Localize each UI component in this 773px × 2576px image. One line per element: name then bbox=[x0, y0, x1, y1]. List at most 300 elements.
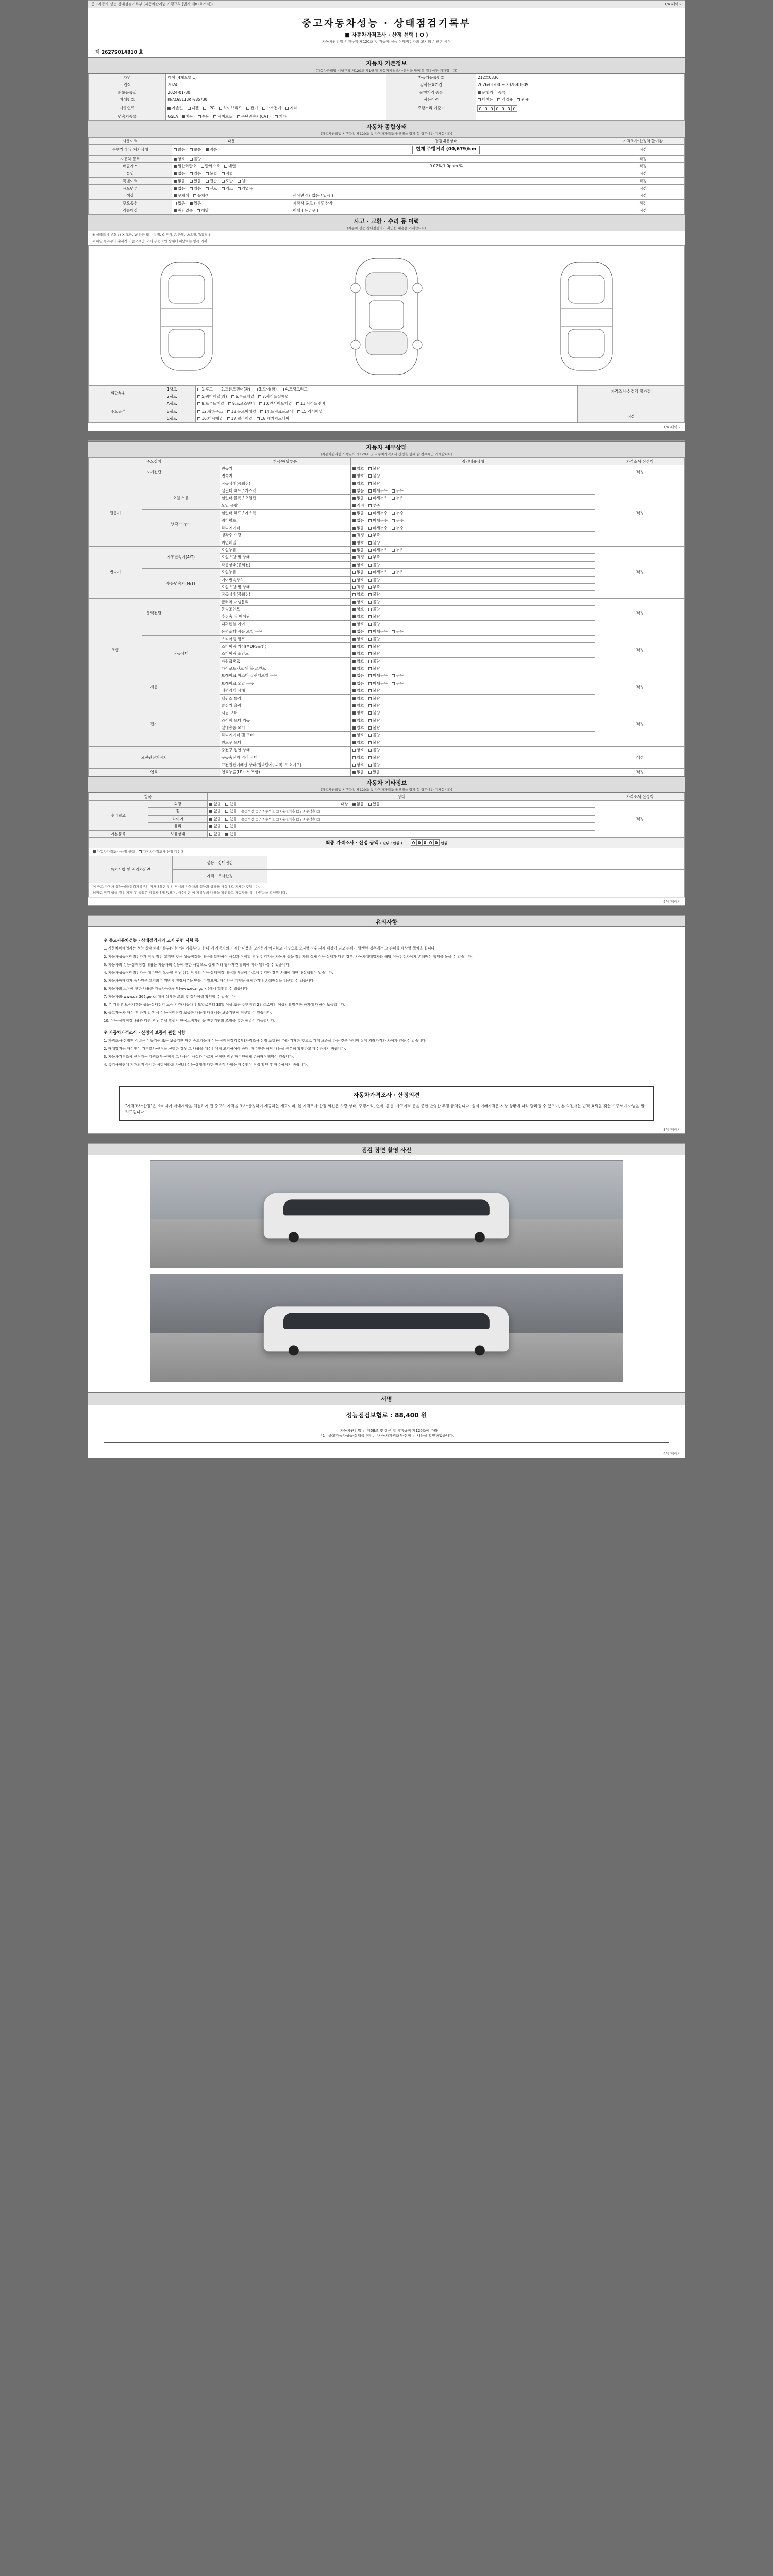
table-row bbox=[89, 81, 685, 89]
part-inside-panel[interactable]: 10.인사이드패널 bbox=[259, 401, 292, 406]
opt-good[interactable]: 양호 bbox=[174, 157, 186, 161]
page-3-footer: 3/4 페이지 bbox=[88, 1126, 685, 1133]
opt-bad[interactable]: 불량 bbox=[368, 644, 380, 649]
notice-item-2: 3. 자동차가격조사·산정자는 가격조사·산정시 그 내용이 사실과 다르게 산정한 경우 매수인에게 손해배상책임이 있습니다. bbox=[104, 1055, 294, 1059]
status-blower-motor bbox=[351, 724, 595, 732]
opt-minor[interactable]: 미세누유 bbox=[368, 548, 388, 552]
table-row bbox=[89, 547, 685, 554]
opt-minor[interactable]: 미세누유 bbox=[368, 629, 388, 634]
opt-bad[interactable]: 불량 bbox=[368, 473, 380, 478]
part-cross-member[interactable]: 9.크로스멤버 bbox=[228, 401, 255, 406]
signature-band: 서명 bbox=[88, 1392, 685, 1405]
opt-minor[interactable]: 미세누유 bbox=[368, 681, 388, 686]
opt-good[interactable]: 양호 bbox=[352, 473, 364, 478]
part-roof-panel[interactable]: 6.루프패널 bbox=[231, 394, 254, 399]
item-transmission: 변속기 bbox=[220, 472, 351, 480]
part-pillar-panel[interactable]: 17.필러패널 bbox=[227, 416, 253, 421]
footer-legal-note bbox=[104, 1425, 669, 1443]
opt-none[interactable]: 없음 bbox=[352, 548, 364, 552]
part-package-tray[interactable]: 18.패키지트레이 bbox=[257, 416, 289, 421]
digit: 0 bbox=[416, 839, 423, 846]
opt-co[interactable]: 일산화탄소 bbox=[174, 164, 196, 168]
opt-good[interactable]: 양호 bbox=[352, 748, 364, 752]
opt-bad[interactable]: 불량 bbox=[368, 614, 380, 619]
sub-steering-blank bbox=[142, 628, 220, 635]
opt-minor[interactable]: 미세누수 bbox=[368, 526, 388, 530]
remark-row-0-label: 성능 · 상태점검 bbox=[172, 856, 267, 870]
digit: 0 bbox=[422, 839, 428, 846]
row-opts-color bbox=[172, 192, 291, 199]
opt-good[interactable]: 양호 bbox=[352, 740, 364, 745]
opt-usage-business[interactable]: 영업용 bbox=[497, 97, 513, 102]
opt-ok[interactable]: 적정 bbox=[352, 503, 364, 508]
opt-leak[interactable]: 누수 bbox=[392, 518, 404, 523]
opt-leak[interactable]: 누유 bbox=[392, 681, 404, 686]
opt-bad[interactable]: 불량 bbox=[368, 740, 380, 745]
photo-front bbox=[150, 1160, 623, 1268]
group-repair-needed: 수리필요 bbox=[89, 801, 148, 831]
opt-yes[interactable]: 있음 bbox=[225, 824, 237, 828]
row-opts-reg bbox=[172, 155, 291, 162]
item-idle: 작동상태(공회전) bbox=[220, 480, 351, 487]
opt-leak[interactable]: 누유 bbox=[392, 488, 404, 493]
section-accident-note: (자동차 성능·상태점검자가 확인한 내용을 기재합니다) bbox=[347, 226, 426, 230]
opt-good[interactable]: 양호 bbox=[352, 563, 364, 567]
opt-lease[interactable]: 리스 bbox=[222, 186, 233, 191]
opt-fuel-gasoline[interactable]: 가솔린 bbox=[167, 106, 183, 110]
remark-row-0-value[interactable] bbox=[267, 856, 684, 870]
status-wiper-motor bbox=[351, 717, 595, 724]
opt-price-selected[interactable]: 자동차가격조사·산정 선택 bbox=[93, 850, 135, 854]
detail-table bbox=[88, 457, 685, 776]
opt-low[interactable]: 부족 bbox=[368, 503, 380, 508]
adjust-fuel: 적정 bbox=[595, 769, 685, 776]
opt-none[interactable]: 없음 bbox=[352, 673, 364, 678]
col-adjust: 가격조사·산정액 할가감 bbox=[601, 137, 685, 144]
price-opinion-box bbox=[119, 1086, 654, 1121]
opt-none[interactable]: 없음 bbox=[352, 496, 364, 500]
opt-good[interactable]: 양호 bbox=[352, 622, 364, 626]
table-row bbox=[89, 177, 685, 184]
notice-item: 2. 자동차성능상태점검자가 거짓 점검 고지한 것은 성능점검을 내용을 확인하여 사실과 상이할 경우 점검자는 자동차 성능 점검자의 실제 성능·상태가 다른 경우, 자동차매매업자와 해당 성능점검자에게 손해배상 책임을 물을 수 있습니다. bbox=[104, 954, 473, 959]
top-bar-left: 중고자동차 성능·상태점검기록부 (자동차관리법 시행규칙 [별지 제82호서식]) bbox=[91, 2, 213, 6]
part-trunk-floor[interactable]: 14.트렁크플로어 bbox=[260, 409, 293, 414]
opt-bad[interactable]: 불량 bbox=[368, 688, 380, 693]
digit: 0 bbox=[433, 839, 440, 846]
opt-good[interactable]: 양호 bbox=[352, 607, 364, 612]
opt-bad[interactable]: 불량 bbox=[368, 578, 380, 582]
exterior-grade1-items bbox=[196, 385, 577, 393]
opt-yes[interactable]: 있음 bbox=[368, 770, 380, 774]
table-row bbox=[89, 162, 685, 170]
notice-item: 1. 자동차매매업자는 성능·상태점검기록부(이하 "본 기록부"라 한다)에 자동차의 기재한 내용을 고지하기 아니하고 거짓으로 고지할 경우 제재 대상이 되고 손해가 발생한 경우에는 그 손해를 배상할 책임을 집니다. bbox=[104, 946, 436, 951]
car-diagram bbox=[88, 245, 685, 385]
page-top-bar bbox=[88, 1, 685, 8]
opt-leak[interactable]: 누유 bbox=[392, 629, 404, 634]
opt-none[interactable]: 없음 bbox=[352, 570, 364, 574]
table-row bbox=[89, 672, 685, 680]
mileage-value: 현재 주행거리 (00,679)km bbox=[412, 146, 480, 154]
group-engine: 원동기 bbox=[89, 480, 142, 546]
table-row bbox=[89, 628, 685, 635]
opt-fuel-hybrid[interactable]: 하이브리드 bbox=[219, 106, 242, 110]
item-fuel-leak: 연료누출(LP가스 포함) bbox=[220, 769, 351, 776]
car-side-left-icon bbox=[148, 252, 225, 381]
status-steering-gear bbox=[351, 642, 595, 650]
opt-bad[interactable]: 불량 bbox=[368, 481, 380, 486]
opt-bad[interactable]: 불량 bbox=[368, 733, 380, 737]
accident-note-1: ※ 상태표시 부호 : ( X:교환, W:판금 또는 용접, C:부식, A:긁힘, U:요철, T:흠집 ) bbox=[92, 232, 210, 237]
opt-rent[interactable]: 렌트 bbox=[206, 186, 217, 191]
opt-fuel-ev[interactable]: 전기 bbox=[246, 106, 258, 110]
opt-flood[interactable]: 침수 bbox=[238, 179, 249, 183]
opt-bad[interactable]: 불량 bbox=[190, 157, 201, 161]
opt-good[interactable]: 양호 bbox=[352, 659, 364, 664]
accident-adjust-label: 가격조사·산정액 할가감 bbox=[611, 388, 651, 394]
opt-bad[interactable]: 불량 bbox=[368, 651, 380, 656]
item-common-rail: 커먼레일 bbox=[220, 539, 351, 546]
opt-bad[interactable]: 불량 bbox=[368, 466, 380, 471]
opt-minor[interactable]: 미세누유 bbox=[368, 496, 388, 500]
opt-stolen[interactable]: 도난 bbox=[222, 179, 233, 183]
digit: 0 bbox=[506, 105, 512, 112]
opt-fuel-other[interactable]: 기타 bbox=[285, 106, 297, 110]
opt-bad[interactable]: 불량 bbox=[368, 600, 380, 604]
digit: 0 bbox=[477, 105, 483, 112]
opt-applicable[interactable]: 해당 bbox=[197, 208, 209, 213]
opt-ok[interactable]: 적정 bbox=[352, 533, 364, 537]
table-row bbox=[89, 170, 685, 177]
opt-illegal[interactable]: 불법 bbox=[206, 171, 217, 176]
frame-gradeC-items bbox=[196, 415, 577, 422]
item-steering-joint: 스티어링 조인트 bbox=[220, 650, 351, 657]
notice-item: 7. 자동차의(www.car365.go.kr)에서 상세한 조회 및 검사이력 확인할 수 있습니다. bbox=[104, 994, 237, 999]
part-front-panel[interactable]: 8.프론트패널 bbox=[197, 401, 224, 406]
opt-bad[interactable]: 불량 bbox=[368, 659, 380, 664]
doc-note: 자동차관리법 시행규칙 제120조 및 자동차 성능·상태점검자의 고지의무 관련 서식 bbox=[322, 40, 451, 44]
opt-bad[interactable]: 불량 bbox=[368, 540, 380, 545]
section-detail-note: (자동차관리법 시행규칙 제120조 및 자동차가격조사·산정을 함께 할 경우에만 기재합니다) bbox=[321, 452, 452, 456]
document-number bbox=[88, 47, 685, 57]
opt-leak[interactable]: 누유 bbox=[392, 496, 404, 500]
opt-yes[interactable]: 있음 bbox=[225, 809, 237, 814]
item-propeller-shaft: 추진축 및 베어링 bbox=[220, 613, 351, 620]
group-electric: 전기 bbox=[89, 702, 220, 746]
row-adjust-emission: 적정 bbox=[601, 162, 685, 170]
opt-none[interactable]: 없음 bbox=[352, 511, 364, 515]
opt-none[interactable]: 없음 bbox=[352, 518, 364, 523]
row-opts-usechange bbox=[172, 185, 291, 192]
opt-good[interactable]: 양호 bbox=[352, 762, 364, 767]
notice-section-title-1: ※ 중고자동차성능 · 상태점검자의 고지 관련 사항 등 bbox=[104, 938, 199, 943]
item-mt-oil-leak: 오일누유 bbox=[220, 569, 351, 576]
row-label-color: 색상 bbox=[89, 192, 172, 199]
opt-none[interactable]: 없음 bbox=[352, 629, 364, 634]
opt-none[interactable]: 없음 bbox=[174, 171, 186, 176]
overall-table bbox=[88, 137, 685, 215]
status-common-rail bbox=[351, 539, 595, 546]
part-rear-panel[interactable]: 15.리어패널 bbox=[297, 409, 323, 414]
opt-bad[interactable]: 불량 bbox=[368, 666, 380, 671]
fee-row bbox=[88, 1405, 685, 1421]
opt-bad[interactable]: 불량 bbox=[368, 607, 380, 612]
opt-minor[interactable]: 미세누수 bbox=[368, 511, 388, 515]
opt-leak[interactable]: 누유 bbox=[392, 570, 404, 574]
col-etc-item: 항목 bbox=[89, 793, 208, 800]
opt-mileage-km[interactable]: 운행거리 종류 bbox=[478, 90, 506, 95]
item-booster: 배력장치 상태 bbox=[220, 687, 351, 694]
status-mt-oil-leak bbox=[351, 569, 595, 576]
opt-trans-auto[interactable]: 자동 bbox=[182, 114, 194, 119]
opt-yes[interactable]: 있음 bbox=[225, 802, 237, 806]
status-head-gasket bbox=[351, 487, 595, 495]
adjust-brake: 적정 bbox=[595, 672, 685, 702]
digit: 0 bbox=[411, 839, 417, 846]
page-3 bbox=[88, 915, 685, 1134]
opt-trans-other[interactable]: 기타 bbox=[275, 114, 287, 119]
price-statement-1: 이 중고 자동차 성능·상태점검기록부의 기재내용은 점검 당시의 자동차의 성능과 상태를 사실대로 기재한 것입니다. bbox=[93, 885, 260, 889]
notice-item: 5. 자동차매매업자 종사원은 고지의무 위반시 행정처분을 받을 수 있으며, 매수인은 계약을 해제하거나 손해배상을 청구할 수 있습니다. bbox=[104, 978, 315, 983]
remark-row-1-value[interactable] bbox=[267, 870, 684, 883]
col-etc-adjust: 가격조사·산정액 bbox=[595, 793, 685, 800]
section-detail-title: 자동차 세부상태 bbox=[366, 444, 407, 451]
row-label-usechange: 용도변경 bbox=[89, 185, 172, 192]
opt-hc[interactable]: 탄화수소 bbox=[201, 164, 220, 168]
group-powertrain: 동력전달 bbox=[89, 598, 220, 628]
opt-leak[interactable]: 누유 bbox=[392, 548, 404, 552]
opt-fuel-diesel[interactable]: 디젤 bbox=[188, 106, 199, 110]
opt-good[interactable]: 양호 bbox=[352, 703, 364, 708]
opt-bad[interactable]: 불량 bbox=[368, 710, 380, 715]
item-starter: 시동 모터 bbox=[220, 709, 351, 717]
opt-minor[interactable]: 미세누유 bbox=[368, 570, 388, 574]
opt-good[interactable]: 양호 bbox=[352, 696, 364, 701]
opt-good[interactable]: 양호 bbox=[352, 614, 364, 619]
opt-yes[interactable]: 있음 bbox=[190, 201, 201, 206]
opt-low[interactable]: 부족 bbox=[368, 585, 380, 589]
part-side-member[interactable]: 11.사이드멤버 bbox=[296, 401, 325, 406]
opt-yes[interactable]: 있음 bbox=[368, 802, 380, 806]
opt-fuel-hydrogen[interactable]: 수소전기 bbox=[262, 106, 281, 110]
opt-none[interactable]: 없음 bbox=[174, 201, 186, 206]
item-mt-gear: 기어변속장치 bbox=[220, 576, 351, 583]
status-glass bbox=[208, 823, 595, 830]
opt-good[interactable]: 양호 bbox=[352, 540, 364, 545]
item-coolant-level: 냉각수 수량 bbox=[220, 532, 351, 539]
opt-none[interactable]: 없음 bbox=[209, 824, 221, 828]
price-section bbox=[88, 838, 685, 897]
opt-none[interactable]: 없음 bbox=[352, 526, 364, 530]
opt-good[interactable]: 양호 bbox=[352, 592, 364, 597]
opt-bad[interactable]: 불량 bbox=[368, 762, 380, 767]
wheel-left-icon bbox=[288, 1345, 298, 1355]
opt-yes[interactable]: 있음 bbox=[190, 171, 201, 176]
opt-none[interactable]: 없음 bbox=[174, 186, 186, 191]
opt-leak[interactable]: 누수 bbox=[392, 526, 404, 530]
row-adjust-color: 적정 bbox=[601, 192, 685, 199]
price-won: 만원 bbox=[441, 841, 448, 845]
opt-good[interactable]: 양호 bbox=[352, 600, 364, 604]
item-engine: 원동기 bbox=[220, 465, 351, 472]
opt-chromatic[interactable]: 유채색 bbox=[193, 193, 209, 198]
opt-ok[interactable]: 적정 bbox=[352, 555, 364, 560]
opt-na[interactable]: 해당없음 bbox=[174, 208, 193, 213]
opt-low[interactable]: 부족 bbox=[368, 533, 380, 537]
opt-good[interactable]: 양호 bbox=[352, 637, 364, 641]
opt-good[interactable]: 양호 bbox=[352, 578, 364, 582]
part-floor-panel[interactable]: 13.플로어패널 bbox=[227, 409, 256, 414]
part-hood[interactable]: 1.후드 bbox=[197, 387, 213, 392]
opt-usage-rental[interactable]: 대여용 bbox=[478, 97, 493, 102]
opt-bad[interactable]: 불량 bbox=[368, 622, 380, 626]
opt-price-unselected[interactable]: 자동차가격조사·산정 미선택 bbox=[139, 850, 183, 854]
wheel-left-icon bbox=[288, 1232, 298, 1242]
value-usage bbox=[476, 96, 685, 104]
opt-none[interactable]: 없음 bbox=[209, 832, 221, 836]
notice-item: 4. 자동차성능상태점검자는 매수인이 요구할 경우 점검 당시의 성능·상태점검 내용과 사실이 다르게 점검한 경우 손해에 대한 배상책임이 있습니다. bbox=[104, 971, 333, 975]
opt-achromatic[interactable]: 무채색 bbox=[174, 193, 189, 198]
notice-item-2: 1. 가격조사·산정액 이력은 성능기준 또는 보증기관 마련 중고자동차 성능·상태점검기록부(가격조사·산정 포함)에 따라 기재한 것으로 가격 보증을 하는 것은 아니며 실제 거래가격과 차이가 있을 수 있습니다. bbox=[104, 1039, 427, 1043]
opt-bad[interactable]: 불량 bbox=[368, 637, 380, 641]
opt-bad[interactable]: 불량 bbox=[368, 718, 380, 723]
opt-good[interactable]: 양호 bbox=[352, 733, 364, 737]
part-side-sill-panel[interactable]: 7.사이드실패널 bbox=[258, 394, 289, 399]
sub-oil-leak: 오일 누유 bbox=[142, 487, 220, 510]
notice-item: 9. 중고자동차 매수 후 하자 발생 시 성능·상태점검 보증한 내용에 대해서는 보증기관에 청구할 수 있습니다. bbox=[104, 1010, 272, 1015]
opt-commercial[interactable]: 영업용 bbox=[238, 186, 253, 191]
col-content: 내용 bbox=[172, 137, 291, 144]
opt-trans-semi[interactable]: 세미오토 bbox=[213, 114, 232, 119]
opt-fuel-lpg[interactable]: LPG bbox=[203, 106, 215, 110]
opt-legal[interactable]: 적법 bbox=[222, 171, 233, 176]
opt-yes[interactable]: 있음 bbox=[225, 817, 237, 821]
item-tie-rod: 타이로드엔드 및 볼 조인트 bbox=[220, 665, 351, 672]
table-row bbox=[89, 113, 685, 120]
opt-minor[interactable]: 미세누유 bbox=[368, 488, 388, 493]
col-major-device: 주요장치 bbox=[89, 457, 220, 465]
wheel-positions: 운전석전 □ / 조수석전 □ / 운전석후 □ / 조수석후 □ bbox=[241, 809, 320, 814]
opt-good[interactable]: 양호 bbox=[352, 466, 364, 471]
label-first-reg: 최초등록일 bbox=[89, 89, 166, 96]
item-battery-isolation: 구동축전지 격리 상태 bbox=[220, 754, 351, 761]
opt-leak[interactable]: 누유 bbox=[392, 673, 404, 678]
opt-yes[interactable]: 있음 bbox=[190, 186, 201, 191]
status-engine bbox=[351, 465, 595, 472]
value-transmission bbox=[166, 113, 386, 120]
group-frame: 주요골격 bbox=[89, 400, 148, 422]
opt-bad[interactable]: 불량 bbox=[368, 725, 380, 730]
opt-bad[interactable]: 불량 bbox=[368, 755, 380, 760]
opt-bad[interactable]: 불량 bbox=[368, 703, 380, 708]
table-row bbox=[89, 801, 685, 808]
opt-none[interactable]: 없음 bbox=[352, 770, 364, 774]
item-at-oil-leak: 오일누유 bbox=[220, 547, 351, 554]
opt-bad[interactable]: 불량 bbox=[368, 696, 380, 701]
opt-leak[interactable]: 누수 bbox=[392, 511, 404, 515]
part-trunk-lid[interactable]: 4.트렁크리드 bbox=[281, 387, 307, 392]
price-checkboxes bbox=[89, 848, 684, 856]
status-tie-rod bbox=[351, 665, 595, 672]
opt-minor[interactable]: 미세누유 bbox=[368, 673, 388, 678]
opt-minor[interactable]: 미세누수 bbox=[368, 518, 388, 523]
status-master-cylinder bbox=[351, 672, 595, 680]
opt-none[interactable]: 없음 bbox=[352, 681, 364, 686]
table-row bbox=[89, 856, 684, 870]
opt-none[interactable]: 없음 bbox=[209, 809, 221, 814]
price-digits bbox=[411, 841, 441, 846]
status-differential bbox=[351, 620, 595, 628]
part-door-l[interactable]: 3.도어(좌) bbox=[255, 387, 277, 392]
row-opts-emission bbox=[172, 162, 291, 170]
transmission-code: GSLA bbox=[167, 114, 178, 119]
status-starter bbox=[351, 709, 595, 717]
opt-few[interactable]: 적음 bbox=[206, 147, 217, 152]
opt-bad[interactable]: 불량 bbox=[368, 563, 380, 567]
part-wheel-house[interactable]: 12.휠하우스 bbox=[197, 409, 223, 414]
part-front-fender-l[interactable]: 2.프론트펜더(좌) bbox=[217, 387, 250, 392]
part-quarter-panel-l[interactable]: 5.쿼터패널(좌) bbox=[197, 394, 227, 399]
opt-bad[interactable]: 불량 bbox=[368, 592, 380, 597]
opt-good[interactable]: 양호 bbox=[352, 666, 364, 671]
item-power-crank: 파워크랭크 bbox=[220, 657, 351, 665]
opt-trans-manual[interactable]: 수동 bbox=[198, 114, 210, 119]
adjust-engine: 적정 bbox=[595, 480, 685, 546]
opt-none[interactable]: 없음 bbox=[209, 817, 221, 821]
adjust-hv-electric: 적정 bbox=[595, 747, 685, 769]
notice-item: 6. 자동차의 소유에 관한 내용은 자동차등록원부(www.ecar.go.kr)에서 확인할 수 있습니다. bbox=[104, 987, 249, 991]
opt-good[interactable]: 양호 bbox=[352, 725, 364, 730]
opt-good[interactable]: 양호 bbox=[352, 710, 364, 715]
section-overall-title: 자동차 종합상태 bbox=[366, 123, 407, 130]
value-first-reg: 2024-01-30 bbox=[166, 89, 386, 96]
opt-yes[interactable]: 있음 bbox=[190, 179, 201, 183]
opt-good[interactable]: 양호 bbox=[352, 718, 364, 723]
opt-total-loss[interactable]: 전손 bbox=[206, 179, 217, 183]
group-transmission: 변속기 bbox=[89, 547, 142, 599]
opt-none[interactable]: 없음 bbox=[352, 488, 364, 493]
part-dash-panel[interactable]: 16.대시패널 bbox=[197, 416, 223, 421]
opt-yes[interactable]: 있음 bbox=[225, 832, 237, 836]
opt-good[interactable]: 양호 bbox=[352, 688, 364, 693]
opt-trans-cvt[interactable]: 무단변속기(CVT) bbox=[237, 114, 271, 119]
status-wheel bbox=[208, 808, 595, 815]
row-adjust-special: 적정 bbox=[601, 177, 685, 184]
opt-ok[interactable]: 적정 bbox=[352, 585, 364, 589]
opt-smoke[interactable]: 매연 bbox=[224, 164, 236, 168]
table-row bbox=[89, 702, 685, 709]
opt-good[interactable]: 양호 bbox=[352, 644, 364, 649]
opt-low[interactable]: 부족 bbox=[368, 555, 380, 560]
table-row bbox=[89, 145, 685, 155]
opt-usage-gov[interactable]: 관용 bbox=[517, 97, 529, 102]
status-propeller-shaft bbox=[351, 613, 595, 620]
opt-good[interactable]: 양호 bbox=[352, 481, 364, 486]
label-plate: 자동차등록번호 bbox=[386, 74, 476, 81]
opt-good[interactable]: 양호 bbox=[352, 755, 364, 760]
opt-good[interactable]: 양호 bbox=[352, 651, 364, 656]
value-plate: 212호0336 bbox=[476, 74, 685, 81]
opt-many[interactable]: 많음 bbox=[174, 147, 186, 152]
row-note-options: 제작사 출고 / 이후 장착 bbox=[291, 199, 601, 207]
row-label-emission: 배출가스 bbox=[89, 162, 172, 170]
opt-none[interactable]: 없음 bbox=[174, 179, 186, 183]
page-2 bbox=[88, 440, 685, 906]
opt-none[interactable]: 없음 bbox=[209, 802, 221, 806]
opt-none[interactable]: 없음 bbox=[352, 802, 364, 806]
opt-normal[interactable]: 보통 bbox=[190, 147, 201, 152]
opt-bad[interactable]: 불량 bbox=[368, 748, 380, 752]
footer-legal-line-1: 「 자동차관리법 」 제58조 및 같은 법 시행규칙 제120조에 따라 bbox=[335, 1428, 438, 1433]
